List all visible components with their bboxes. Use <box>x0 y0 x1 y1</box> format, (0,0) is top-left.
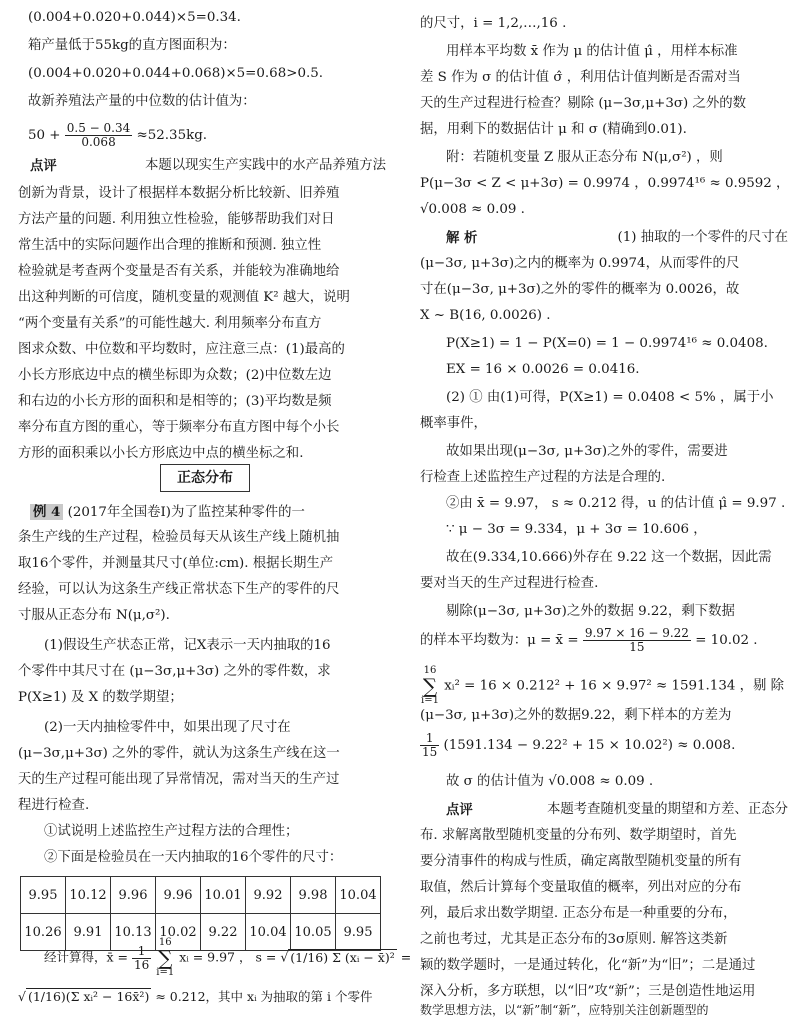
text-line: “两个变量有关系”的可能性越大. 利用频率分布直方 <box>18 316 322 331</box>
denominator: 15 <box>629 640 645 654</box>
text-line: 要分清事件的构成与性质，确定离散型随机变量的所有 <box>420 854 742 869</box>
text-line: 附：若随机变量 Z 服从正态分布 N(μ,σ²) ，则 <box>446 150 723 165</box>
text-line: 寸在(μ−3σ, μ+3σ)之外的零件的概率为 0.0026，故 <box>420 282 740 297</box>
denominator: 15 <box>422 745 438 759</box>
text-line: 布. 求解离散型随机变量的分布列、数学期望时，首先 <box>420 828 737 843</box>
text-line: (μ−3σ,μ+3σ) 之外的零件，就认为这条生产线在这一 <box>18 746 340 761</box>
text-line: 之前也考过，尤其是正态分布的3σ原则. 解答这类新 <box>420 932 728 947</box>
text-line: P(X≥1) = 1 − P(X=0) = 1 − 0.9974¹⁶ ≈ 0.0408. <box>446 336 768 351</box>
numerator: 9.97 × 16 − 9.22 <box>584 626 689 640</box>
text-line: (μ−3σ, μ+3σ)之内的概率为 0.9974，从而零件的尺 <box>420 256 740 271</box>
fraction <box>420 732 439 759</box>
text-line: 列，最后求出数学期望. 正态分布是一种重要的分布， <box>420 906 737 921</box>
text-line: 天的生产过程可能出现了异常情况，需对当天的生产过 <box>18 772 340 787</box>
text-line: 出这种判断的可信度，随机变量的观测值 K² 越大，说明 <box>18 290 350 305</box>
text-line: 常生活中的实际问题作出合理的推断和预测. 独立性 <box>18 238 322 253</box>
text-line: 小长方形底边中点的横坐标即为众数；(2)中位数左边 <box>18 368 332 383</box>
text-line: 故 σ 的估计值为 √0.008 ≈ 0.09 . <box>446 774 654 789</box>
text-line: (1)假设生产状态正常，记X表示一天内抽取的16 <box>44 638 331 653</box>
text-line: 率分布直方图的重心，等于频率分布直方图中每个小长 <box>18 420 340 435</box>
formula-part: = 10.02 . <box>695 633 758 648</box>
text-line: ②下面是检验员在一天内抽取的16个零件的尺寸： <box>44 850 343 865</box>
comment-first-line <box>30 156 386 176</box>
analysis-label: 解 析 <box>446 230 478 246</box>
example-first-line <box>30 502 305 522</box>
text-line: 和右边的小长方形的面积和是相等的；(3)平均数是频 <box>18 394 332 409</box>
denominator: 16 <box>133 957 150 972</box>
section-title: 正态分布 <box>160 464 250 492</box>
table-cell: 10.13 <box>111 914 156 951</box>
sigma-upper: 16 <box>423 665 437 676</box>
formula-mean-std <box>44 937 412 978</box>
table-cell: 9.95 <box>336 914 381 951</box>
text-line: 个零件中其尺寸在 (μ−3σ,μ+3σ) 之外的零件数，求 <box>18 664 331 679</box>
text-line: X ~ B(16, 0.0026) . <box>420 308 551 323</box>
formula-part: 50 + <box>28 128 61 143</box>
formula-part: 的样本平均数为：μ = x̄ = <box>420 633 579 648</box>
table-cell: 9.95 <box>21 877 66 914</box>
text-line: 故新养殖法产量的中位数的估计值为： <box>28 94 256 109</box>
numerator: 0.5 − 0.34 <box>66 121 131 135</box>
fraction <box>65 122 133 149</box>
text-line: 箱产量低于55kg的直方图面积为： <box>28 38 236 53</box>
example-label: 例 4 <box>30 504 63 520</box>
text-line: 检验就是考查两个变量是否有关系，并能较为准确地给 <box>18 264 340 279</box>
text-line: 故如果出现(μ−3σ, μ+3σ)之外的零件，需要进 <box>446 444 728 459</box>
comment-first-line <box>446 800 788 820</box>
text-line: ①试说明上述监控生产过程方法的合理性； <box>44 824 299 839</box>
table-cell: 10.26 <box>21 914 66 951</box>
text-line: 颖的数学题时，一是通过转化，化“新”为“旧”；二是通过 <box>420 958 756 973</box>
text-line: 本题以现实生产实践中的水产品养殖方法 <box>144 158 386 173</box>
text-line: 取值，然后计算每个变量取值的概率，列出对应的分布 <box>420 880 742 895</box>
text-line: 天的生产过程进行检查？剔除 (μ−3σ,μ+3σ) 之外的数 <box>420 96 747 111</box>
formula-part: (1591.134 − 9.22² + 15 × 10.02²) ≈ 0.008. <box>443 738 736 753</box>
text-line: 方法产量的问题. 利用独立性检验，能够帮助我们对日 <box>18 212 335 227</box>
formula-root: (1/16)(Σ xᵢ² − 16x̄²) <box>27 989 150 1004</box>
text-line: 创新为背景，设计了根据样本数据分析比较新、旧养殖 <box>18 186 340 201</box>
sigma-symbol: 16 ∑ i=1 <box>421 665 439 706</box>
sigma-upper: 16 <box>158 937 172 948</box>
text-line: P(μ−3σ < Z < μ+3σ) = 0.9974 ，0.9974¹⁶ ≈ 0.9592 ， <box>420 176 790 191</box>
text-line: (0.004+0.020+0.044+0.068)×5=0.68>0.5. <box>28 66 323 81</box>
text-line: ②由 x̄ = 9.97， s ≈ 0.212 得，u 的估计值 μ̂ = 9.97 . <box>446 496 786 511</box>
table-row <box>21 877 381 914</box>
table-cell: 10.02 <box>156 914 201 951</box>
formula-part: s = <box>255 949 277 965</box>
text-line: 用样本平均数 x̄ 作为 μ 的估计值 μ̂ ，用样本标准 <box>446 44 738 59</box>
text-line: 经验，可以认为这条生产线正常状态下生产的零件的尺 <box>18 582 340 597</box>
text-line: (2)一天内抽检零件中，如果出现了尺寸在 <box>44 720 291 735</box>
text-line: 差 S 作为 σ 的估计值 σ̂ ，利用估计值判断是否需对当 <box>420 70 741 85</box>
fraction <box>132 945 151 972</box>
text-line: 据，用剩下的数据估计 μ 和 σ (精确到0.01). <box>420 122 687 137</box>
formula-part: xᵢ² = 16 × 0.212² + 16 × 9.97² ≈ 1591.134 ，剔 除 <box>444 678 785 694</box>
text-line: 程进行检查. <box>18 798 90 813</box>
text-line: 图求众数、中位数和平均数时，应注意三点：(1)最高的 <box>18 342 345 357</box>
text-line: 要对当天的生产过程进行检查. <box>420 576 599 591</box>
formula-part: ≈52.35kg. <box>136 128 208 143</box>
formula-sum-squares <box>420 665 785 706</box>
sigma-lower: i=1 <box>156 967 175 978</box>
formula-part: = <box>400 949 412 965</box>
table-cell: 9.22 <box>201 914 246 951</box>
text-line: 深入分析，多方联想，以“旧”攻“新”；三是创造性地运用 <box>420 984 756 999</box>
text-line: 故在(9.334,10.666)外存在 9.22 这一个数据，因此需 <box>446 550 772 565</box>
sqrt-icon: √ <box>280 949 289 965</box>
text-line: 方形的面积乘以小长方形底边中点的横坐标之和. <box>18 446 304 461</box>
text-line: 剔除(μ−3σ, μ+3σ)之外的数据 9.22，剩下数据 <box>446 604 735 619</box>
formula-part: 经计算得，x̄ = <box>44 949 128 965</box>
table-cell: 9.96 <box>156 877 201 914</box>
sigma-lower: i=1 <box>421 695 439 706</box>
text-line: (μ−3σ, μ+3σ)之外的数据9.22，剩下样本的方差为 <box>420 708 732 723</box>
text-line: ∵ μ − 3σ = 9.334，μ + 3σ = 10.606 ， <box>446 522 707 537</box>
formula-mean <box>420 624 758 658</box>
formula-variance <box>420 730 735 762</box>
text-line: (2017年全国卷Ⅰ)为了监控某种零件的一 <box>67 505 305 520</box>
text-line: 行检查上述监控生产过程的方法是合理的. <box>420 470 666 485</box>
text-line: 概率事件， <box>420 416 487 431</box>
text-line: 条生产线的生产过程，检验员每天从该生产线上随机抽 <box>18 530 340 545</box>
comment-label: 点评 <box>30 158 57 174</box>
text-line: 的尺寸，i = 1,2,…,16 . <box>420 16 567 31</box>
text-line: 数学思想方法，以“新”制“新”，应特别关注创新题型的 <box>420 1003 709 1017</box>
sigma-symbol: 16 ∑ i=1 <box>156 937 175 978</box>
text-line: (0.004+0.020+0.044)×5=0.34. <box>28 10 241 25</box>
text-line: √0.008 ≈ 0.09 . <box>420 202 525 217</box>
text-line: EX = 16 × 0.0026 = 0.0416. <box>446 362 640 377</box>
denominator: 0.068 <box>81 135 116 149</box>
formula-part: ≈ 0.212，其中 xᵢ 为抽取的第 i 个零件 <box>155 989 373 1004</box>
table-cell: 9.91 <box>66 914 111 951</box>
formula-root: (1/16) Σ (xᵢ − x̄)² <box>290 949 395 965</box>
text-line: 寸服从正态分布 N(μ,σ²). <box>18 608 170 623</box>
text-line: 取16个零件，并测量其尺寸(单位:cm). 根据长期生产 <box>18 556 334 571</box>
table-cell: 9.98 <box>291 877 336 914</box>
text-line: (1) 抽取的一个零件的尺寸在 <box>617 230 788 245</box>
table-cell: 10.01 <box>201 877 246 914</box>
table-cell: 10.05 <box>291 914 336 951</box>
table-cell: 10.04 <box>246 914 291 951</box>
formula-median <box>28 122 207 150</box>
formula-part: xᵢ = 9.97 ， <box>179 949 252 965</box>
table-cell: 10.12 <box>66 877 111 914</box>
analysis-first-line <box>446 228 788 248</box>
fraction <box>583 627 691 654</box>
table-cell: 10.04 <box>336 877 381 914</box>
formula-std-alt <box>18 982 373 1012</box>
text-line: (2) ① 由(1)可得，P(X≥1) = 0.0408 < 5% ，属于小 <box>446 390 774 405</box>
table-cell: 9.92 <box>246 877 291 914</box>
numerator: 1 <box>420 732 439 746</box>
sqrt-icon: √ <box>18 989 26 1004</box>
text-line: P(X≥1) 及 X 的数学期望； <box>18 690 183 705</box>
table-cell: 9.96 <box>111 877 156 914</box>
text-line: 本题考查随机变量的期望和方差、正态分 <box>546 802 788 817</box>
numerator: 1 <box>132 945 151 959</box>
comment-label: 点评 <box>446 802 473 818</box>
